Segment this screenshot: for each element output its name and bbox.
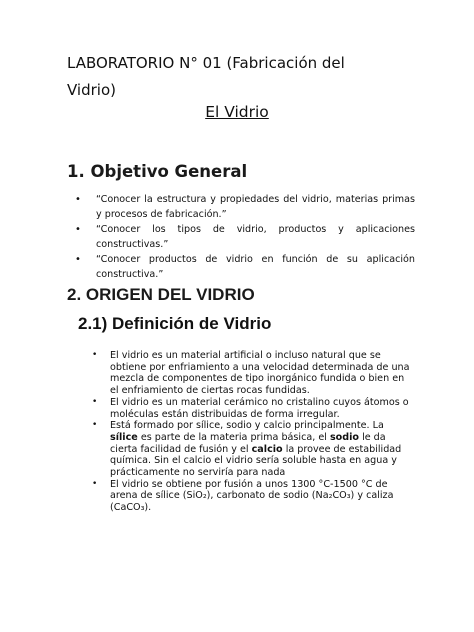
text-run: le da cierta facilidad de fusión y el: [110, 431, 386, 455]
section-heading-origen: 2. ORIGEN DEL VIDRIO: [67, 285, 255, 304]
list-item: [75, 193, 415, 222]
bullet-icon: •: [92, 420, 98, 431]
list-item-text: [110, 420, 401, 478]
list-item-text: El vidrio es un material cerámico no cristalino cuyos átomos o moléculas están distribuidas de forma irregular.: [110, 396, 409, 420]
bullet-icon: •: [75, 194, 81, 205]
list-item-text: “Conocer la estructura y propiedades del vidrio, materias primas y procesos de fabricación.”: [96, 194, 415, 220]
list-item-text: “Conocer productos de vidrio en función de su aplicación constructiva.”: [96, 254, 415, 280]
bullet-icon: •: [75, 254, 81, 266]
bullet-icon: •: [75, 224, 81, 236]
bullet-icon: •: [92, 396, 98, 407]
document-title: LABORATORIO N° 01 (Fabricación del Vidrio): [67, 54, 345, 99]
objective-list: [75, 193, 415, 284]
definition-list: [92, 350, 412, 514]
text-run: la provee de estabilidad química. Sin el calcio el vidrio sería soluble hasta en agua y prácticamente no serviría para nada: [110, 443, 402, 479]
section-heading-objetivo: 1. Objetivo General: [67, 162, 248, 181]
list-item: [92, 397, 412, 420]
list-item-text: El vidrio se obtiene por fusión a unos 1300 °C-1500 °C de arena de sílice (SiO₂), carbonato de sodio (Na₂CO₃) y caliza (CaCO₃).: [110, 478, 394, 514]
list-item: [92, 350, 412, 397]
list-item-text: El vidrio es un material artificial o incluso natural que se obtiene por enfriamiento a una velocidad determinada de una mezcla de componentes de tipo inorgánico fundida o bien en el enfriamiento de ciertas rocas fundidas.: [110, 350, 410, 397]
list-item-text: “Conocer los tipos de vidrio, productos y aplicaciones constructivas.”: [96, 224, 415, 250]
bullet-icon: •: [92, 478, 98, 489]
list-item: [75, 223, 415, 252]
list-item: [75, 253, 415, 282]
list-item: [92, 420, 412, 479]
list-item: [92, 479, 412, 514]
bold-term-silice: sílice: [110, 431, 138, 443]
bullet-icon: •: [92, 350, 98, 360]
document-subtitle: El Vidrio: [205, 103, 269, 121]
text-run: es parte de la materia prima básica, el: [137, 431, 330, 443]
subsection-heading-definicion: 2.1) Definición de Vidrio: [78, 314, 272, 333]
bold-term-sodio: sodio: [329, 431, 360, 443]
bold-term-calcio: calcio: [251, 443, 283, 455]
text-run: Está formado por sílice, sodio y calcio principalmente. La: [110, 420, 384, 432]
